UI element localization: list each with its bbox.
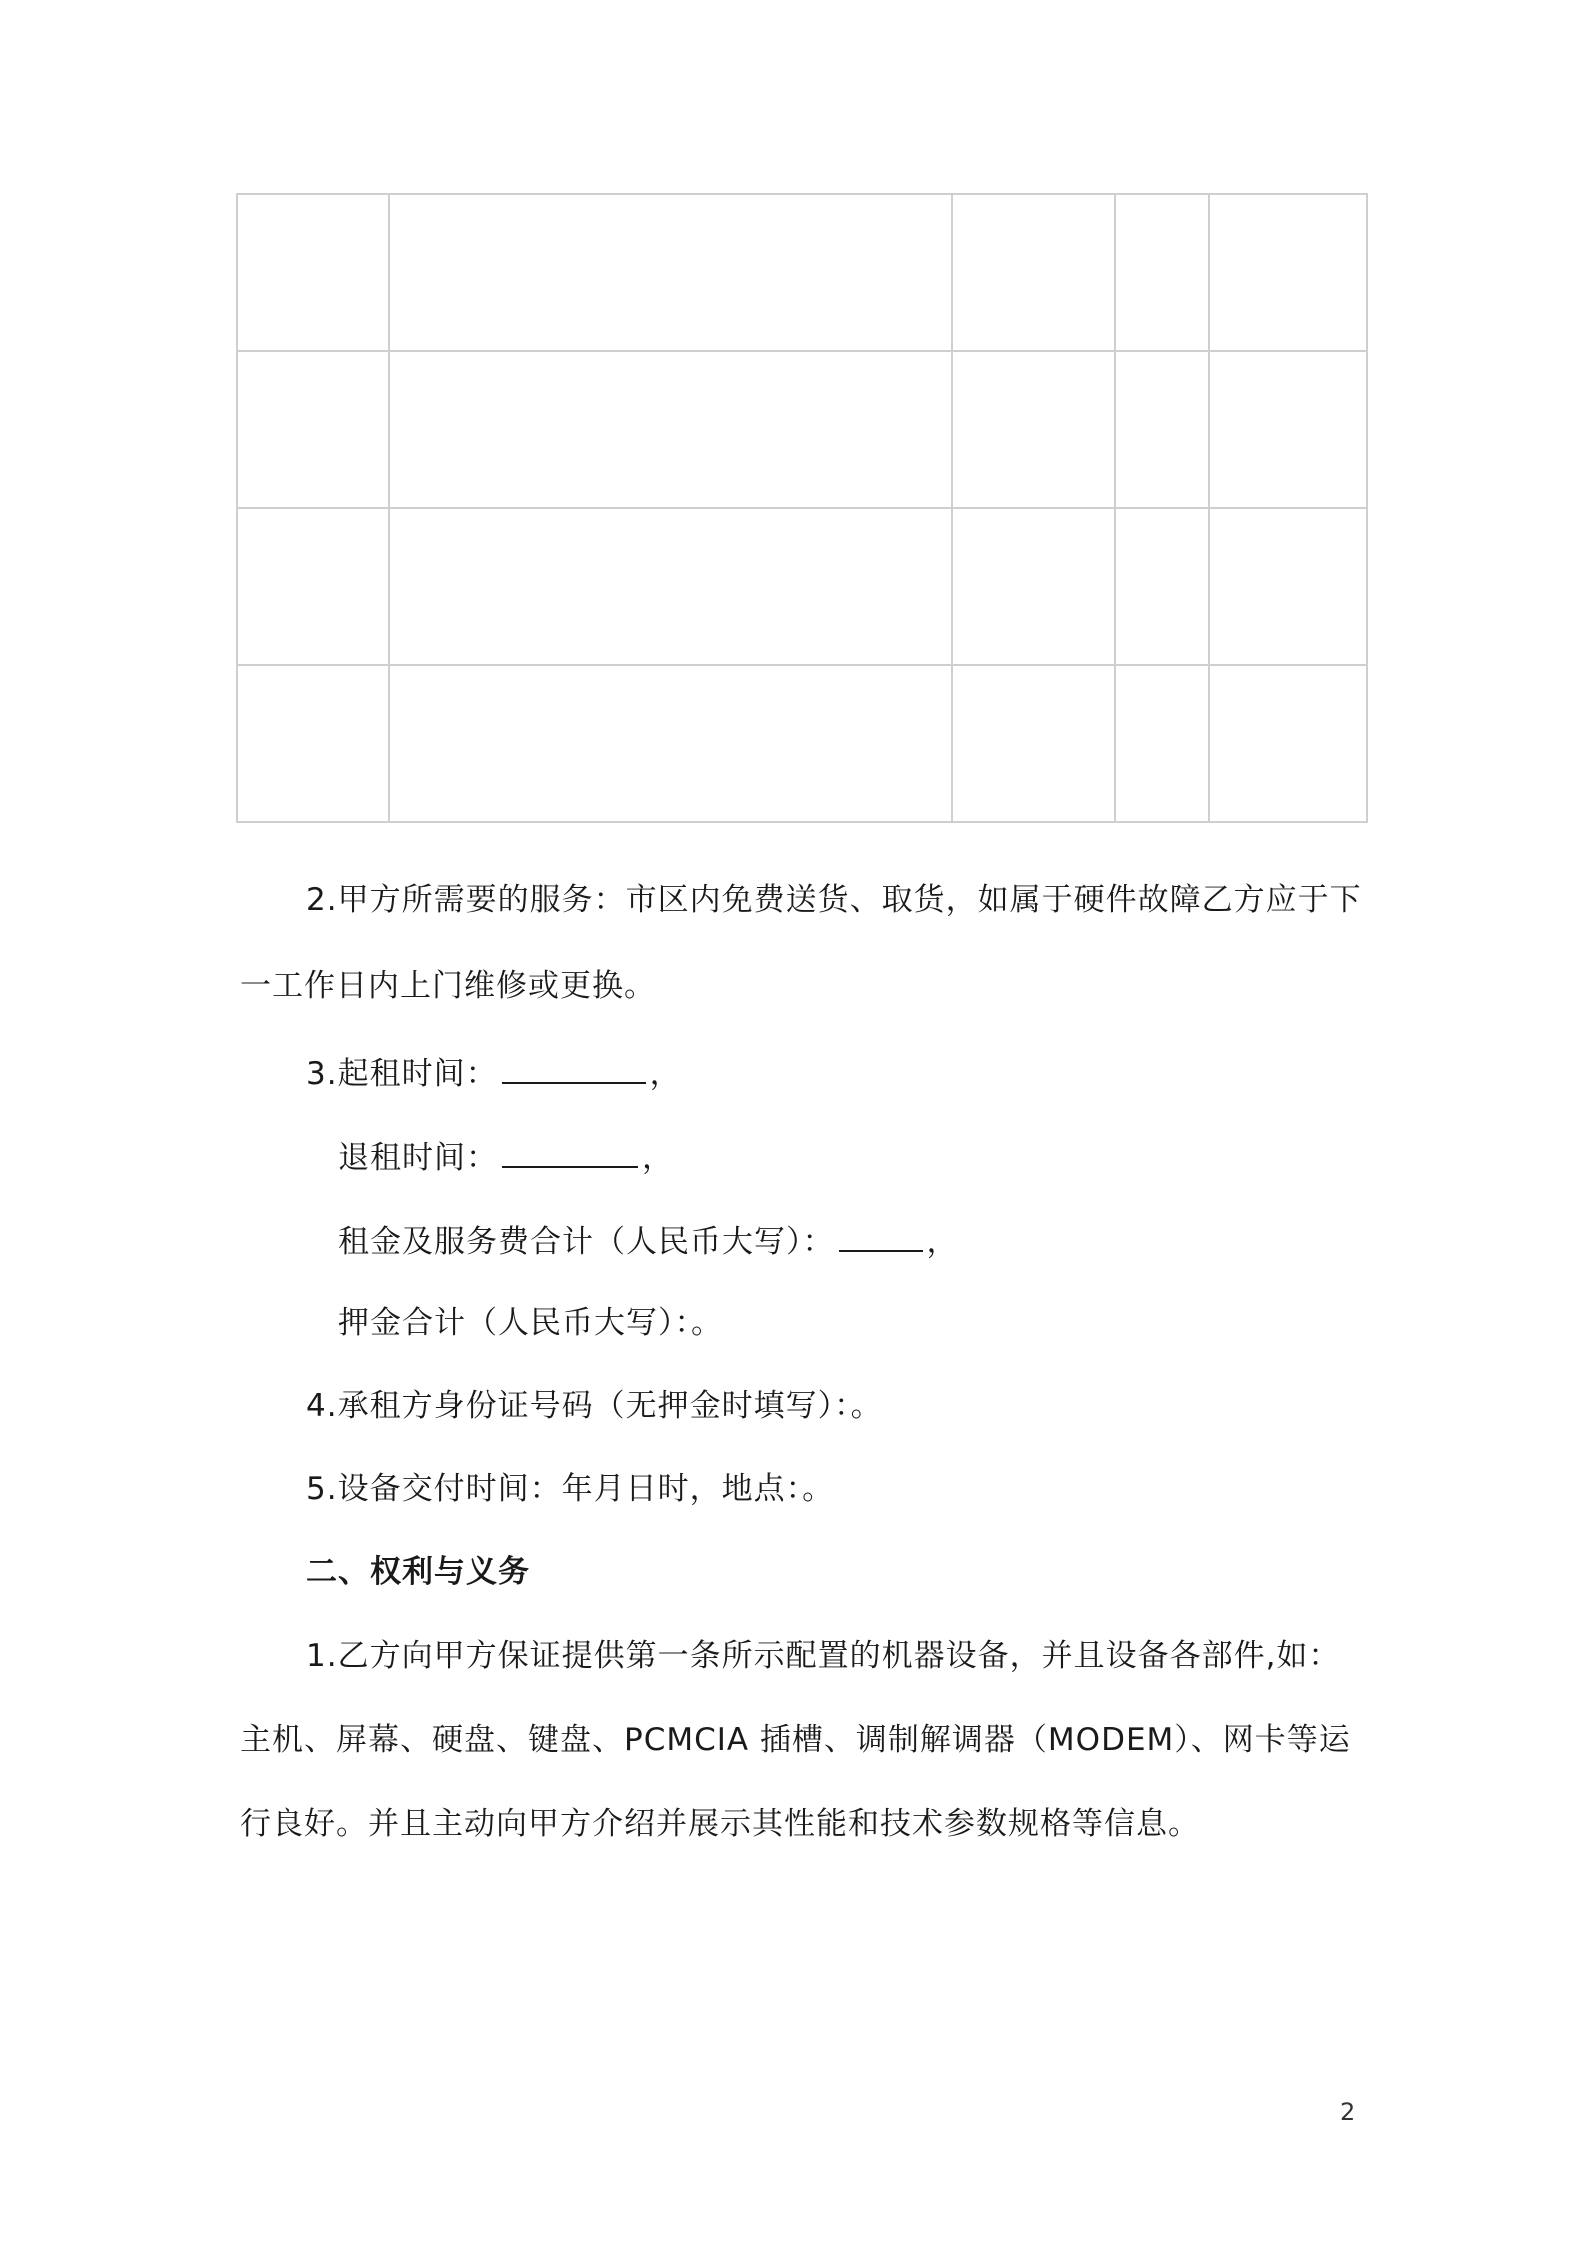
table-cell — [1209, 194, 1367, 351]
table-cell — [237, 665, 389, 822]
warranty-paragraph-line-3: 行良好。并且主动向甲方介绍并展示其性能和技术参数规格等信息。 — [240, 1806, 1200, 1842]
table-row — [237, 665, 1367, 822]
table-cell — [1115, 194, 1209, 351]
table-cell — [237, 194, 389, 351]
table-cell — [237, 351, 389, 508]
rental-end-suffix: ， — [642, 1140, 674, 1176]
table-cell — [389, 665, 952, 822]
table-cell — [952, 508, 1115, 665]
rent-total-blank[interactable] — [839, 1220, 923, 1252]
rental-start-label: 3.起租时间： — [306, 1056, 498, 1092]
table-cell — [1209, 351, 1367, 508]
table-cell — [1209, 665, 1367, 822]
deposit-total-line: 押金合计（人民币大写）：。 — [338, 1305, 723, 1341]
table-cell — [1209, 508, 1367, 665]
table-cell — [1115, 351, 1209, 508]
service-paragraph-line-1: 2.甲方所需要的服务：市区内免费送货、取货，如属于硬件故障乙方应于下 — [306, 882, 1362, 918]
table-row — [237, 351, 1367, 508]
rent-total-suffix: ， — [926, 1224, 959, 1260]
rental-start-blank[interactable] — [502, 1052, 646, 1084]
rent-total-line — [338, 1220, 959, 1262]
table-cell — [389, 508, 952, 665]
rental-end-line — [338, 1136, 674, 1178]
page-number: 2 — [1340, 2098, 1356, 2126]
table-cell — [952, 665, 1115, 822]
section-heading-rights-obligations: 二、权利与义务 — [306, 1554, 530, 1590]
table-cell — [237, 508, 389, 665]
table-row — [237, 508, 1367, 665]
warranty-paragraph-line-1: 1.乙方向甲方保证提供第一条所示配置的机器设备，并且设备各部件,如： — [306, 1638, 1341, 1674]
lessee-id-line: 4.承租方身份证号码（无押金时填写）：。 — [306, 1388, 883, 1424]
delivery-time-line: 5.设备交付时间：年月日时，地点：。 — [306, 1471, 835, 1507]
table-cell — [952, 351, 1115, 508]
rental-end-label: 退租时间： — [338, 1140, 498, 1176]
warranty-paragraph-line-2: 主机、屏幕、硬盘、键盘、PCMCIA 插槽、调制解调器（MODEM）、网卡等运 — [240, 1722, 1351, 1758]
table-cell — [952, 194, 1115, 351]
table-cell — [389, 351, 952, 508]
table-cell — [1115, 665, 1209, 822]
table-cell — [1115, 508, 1209, 665]
rental-start-line — [306, 1052, 682, 1094]
rent-total-label: 租金及服务费合计（人民币大写）： — [338, 1224, 835, 1260]
rental-start-suffix: ， — [649, 1056, 682, 1092]
table-cell — [389, 194, 952, 351]
blank-equipment-table — [236, 193, 1368, 823]
table-row — [237, 194, 1367, 351]
rental-end-blank[interactable] — [502, 1136, 638, 1168]
service-paragraph-line-2: 一工作日内上门维修或更换。 — [240, 968, 656, 1004]
